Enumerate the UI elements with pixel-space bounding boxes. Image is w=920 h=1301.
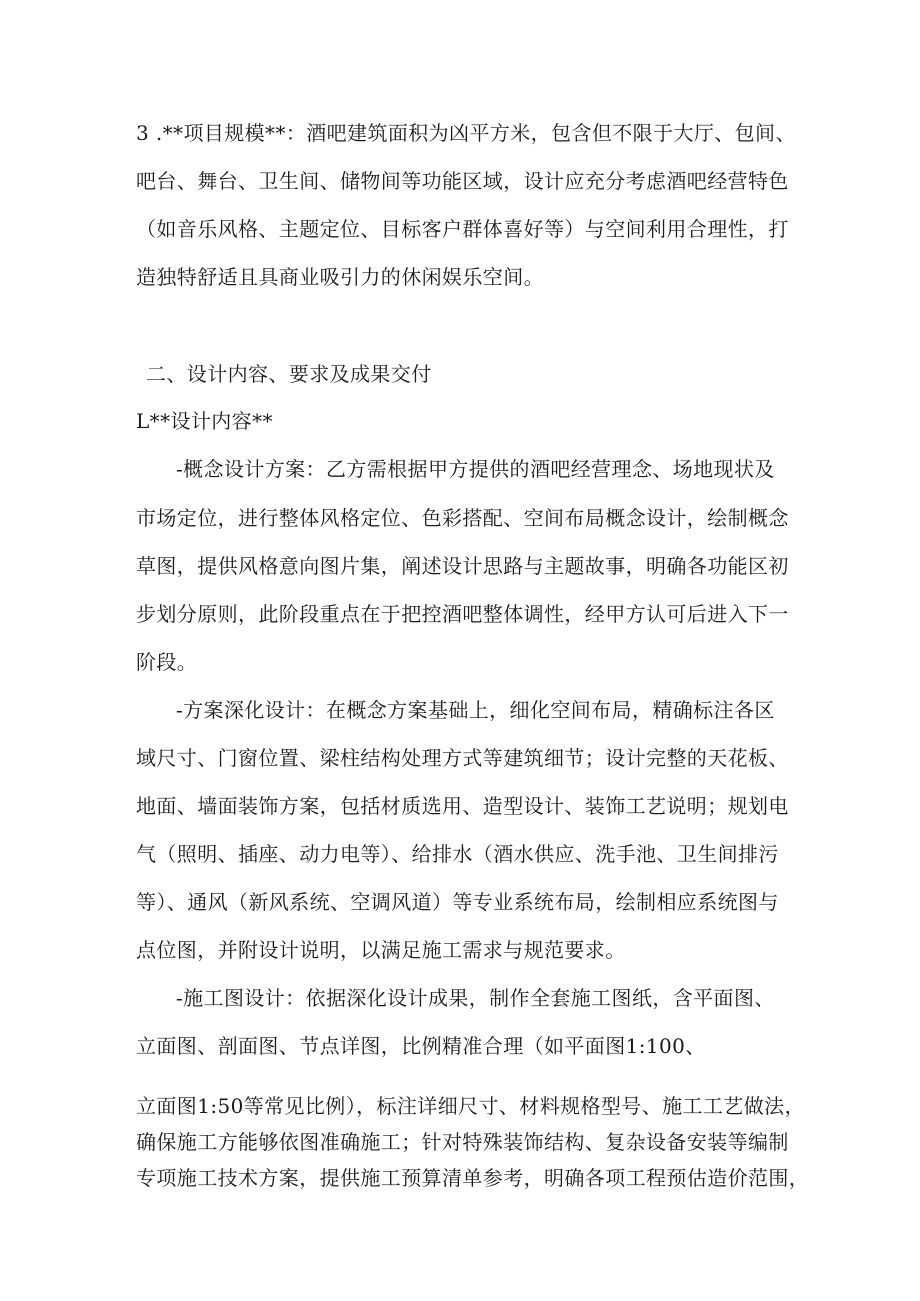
paragraph-line: 草图，提供风格意向图片集，阐述设计思路与主题故事，明确各功能区初 bbox=[136, 554, 789, 578]
subsection-heading: L**设计内容** bbox=[136, 409, 273, 433]
paragraph-line: 域尺寸、门窗位置、梁柱结构处理方式等建筑细节；设计完整的天花板、 bbox=[136, 746, 789, 770]
paragraph-line: 确保施工方能够依图准确施工；针对特殊装饰结构、复杂设备安装等编制 bbox=[136, 1130, 789, 1154]
paragraph-line: 立面图1:50等常见比例），标注详细尺寸、材料规格型号、施工工艺做法， bbox=[136, 1094, 805, 1118]
paragraph-line: -施工图设计：依据深化设计成果，制作全套施工图纸，含平面图、 bbox=[176, 986, 775, 1010]
paragraph-line: 立面图、剖面图、节点详图，比例精准合理（如平面图1:100、 bbox=[136, 1034, 706, 1058]
paragraph-line: -方案深化设计：在概念方案基础上，细化空间布局，精确标注各区 bbox=[176, 698, 775, 722]
paragraph-line: 步划分原则，此阶段重点在于把控酒吧整体调性，经甲方认可后进入下一 bbox=[136, 602, 789, 626]
paragraph-line: 等）、通风（新风系统、空调风道）等专业系统布局，绘制相应系统图与 bbox=[136, 890, 779, 914]
paragraph-line: 造独特舒适且具商业吸引力的休闲娱乐空间。 bbox=[136, 265, 544, 289]
paragraph-line: 点位图，并附设计说明，以满足施工需求与规范要求。 bbox=[136, 938, 626, 962]
paragraph-line: 地面、墙面装饰方案，包括材质选用、造型设计、装饰工艺说明；规划电 bbox=[136, 794, 789, 818]
section-heading: 二、设计内容、要求及成果交付 bbox=[146, 362, 432, 386]
paragraph-line: 专项施工技术方案，提供施工预算清单参考，明确各项工程预估造价范围， bbox=[136, 1166, 810, 1190]
paragraph-line: 吧台、舞台、卫生间、储物间等功能区域，设计应充分考虑酒吧经营特色 bbox=[136, 169, 789, 193]
paragraph-line: （如音乐风格、主题定位、目标客户群体喜好等）与空间利用合理性，打 bbox=[136, 217, 789, 241]
paragraph-line: 市场定位，进行整体风格定位、色彩搭配、空间布局概念设计，绘制概念 bbox=[136, 506, 789, 530]
paragraph-line: -概念设计方案：乙方需根据甲方提供的酒吧经营理念、场地现状及 bbox=[176, 457, 775, 481]
paragraph-line: 3 .**项目规模**：酒吧建筑面积为凶平方米，包含但不限于大厅、包间、 bbox=[136, 121, 796, 145]
paragraph-line: 气（照明、插座、动力电等）、给排水（酒水供应、洗手池、卫生间排污 bbox=[136, 842, 779, 866]
paragraph-line: 阶段。 bbox=[136, 650, 198, 674]
